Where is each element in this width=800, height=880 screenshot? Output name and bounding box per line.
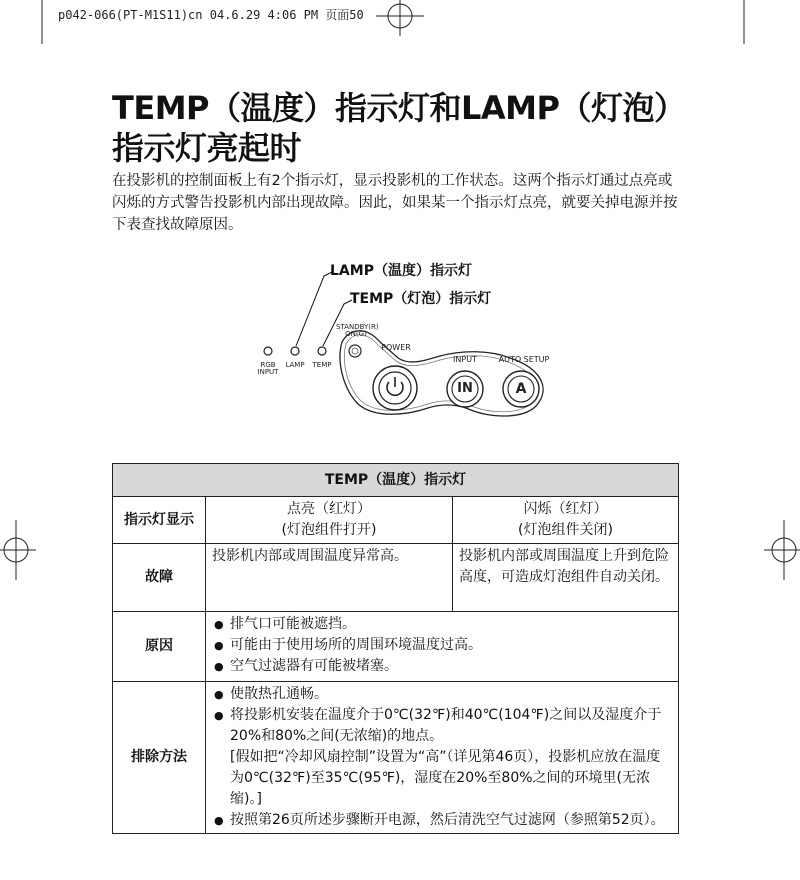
- page-title-line-2: 指示灯亮起时: [112, 129, 302, 167]
- auto-setup-label: AUTO SETUP: [498, 355, 550, 364]
- led-label-lamp: LAMP: [285, 361, 305, 369]
- indicator-display-header: 指示灯显示: [113, 497, 206, 544]
- power-label: POWER: [381, 343, 411, 352]
- cause-item: ● 空气过滤器有可能被堵塞。: [212, 656, 672, 677]
- solution-item: ● 使散热孔通畅。: [212, 684, 672, 705]
- cause-item: ● 可能由于使用场所的周围环境温度过高。: [212, 635, 672, 656]
- callout-line-lamp: [296, 272, 332, 346]
- registration-mark-top: [372, 0, 428, 36]
- rgb-input-led-icon: [264, 347, 272, 355]
- solution-note: [假如把“冷却风扇控制”设置为“高”（详见第46页），投影机应放在温度为0℃(32℉)至35℃(95℉)，湿度在20%至80%之间的环境里(无浓缩)。]: [230, 749, 661, 807]
- control-panel-diagram: [240, 258, 570, 423]
- temp-led-icon: [318, 347, 326, 355]
- callout-lamp-label: LAMP（温度）指示灯: [330, 263, 472, 279]
- cause-item: ● 排气口可能被遮挡。: [212, 614, 672, 635]
- registration-mark-right: [764, 520, 800, 580]
- page-title-line-1: TEMP（温度）指示灯和LAMP（灯泡）: [112, 89, 686, 127]
- standby-label: STANDBY(R) ON(G): [336, 323, 379, 338]
- solution-item: ● 将投影机安装在温度介于0℃(32℉)和40℃(104℉)之间以及湿度介于20%和80%之间(无浓缩)的地点。: [212, 705, 672, 747]
- input-label: INPUT: [453, 355, 477, 364]
- callout-temp-label: TEMP（灯泡）指示灯: [350, 291, 492, 307]
- cause-cell: [206, 612, 679, 682]
- input-button-text: IN: [457, 381, 473, 396]
- lit-column-header: 点亮（红灯） (灯泡组件打开): [206, 497, 453, 544]
- temp-indicator-table: [112, 463, 679, 834]
- lamp-led-icon: [291, 347, 299, 355]
- flashing-column-header: 闪烁（红灯） (灯泡组件关闭): [453, 497, 679, 544]
- page-title: [112, 88, 732, 168]
- solution-item: ● 按照第26页所述步骤断开电源，然后清洗空气过滤网（参照第52页）。: [212, 810, 672, 831]
- crop-mark-top-right: [742, 0, 746, 44]
- solution-cell: [206, 682, 679, 834]
- cause-header: 原因: [113, 612, 206, 682]
- crop-mark-top-left: [40, 0, 44, 44]
- power-button: [373, 366, 417, 410]
- solution-header: 排除方法: [113, 682, 206, 834]
- led-label-rgb-input: RGB INPUT: [257, 361, 279, 376]
- control-panel-drawing: [240, 258, 570, 423]
- fault-flashing-cell: 投影机内部或周围温度上升到危险高度，可造成灯泡组件自动关闭。: [453, 544, 679, 612]
- table-caption: TEMP（温度）指示灯: [113, 464, 679, 497]
- auto-button-text: A: [515, 381, 527, 397]
- fault-header: 故障: [113, 544, 206, 612]
- print-header: p042-066(PT-M1S11)cn 04.6.29 4:06 PM 页面50: [58, 8, 364, 22]
- registration-mark-left: [0, 520, 36, 580]
- fault-lit-cell: 投影机内部或周围温度异常高。: [206, 544, 453, 612]
- intro-paragraph: 在投影机的控制面板上有2个指示灯，显示投影机的工作状态。这两个指示灯通过点亮或闪烁的方式警告投影机内部出现故障。因此，如果某一个指示灯点亮，就要关掉电源并按下表查找故障原因。: [112, 173, 678, 233]
- led-label-temp: TEMP: [312, 361, 332, 369]
